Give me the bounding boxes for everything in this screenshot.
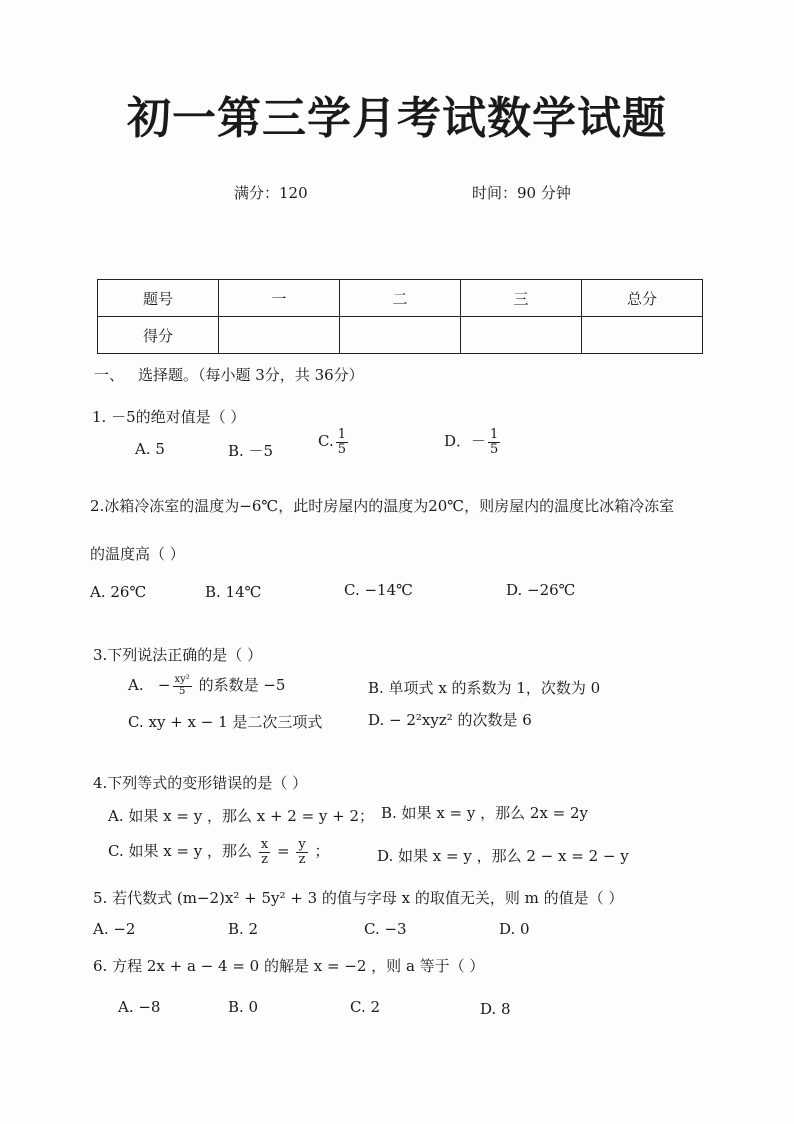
q4-c-end: ； [314,842,330,861]
q4-c-fraction-2 [296,838,307,866]
exam-time: 时间：90 分钟 [472,184,571,202]
numerator: 1 [337,427,346,442]
q6-option-c: C. 2 [350,998,381,1016]
q5-option-b: B. 2 [228,920,259,938]
q3-option-a [128,674,285,697]
q4-c-label: C. 如果 x = y ，那么 [108,842,253,861]
question-5-stem: 5. 若代数式 (m−2)x² + 5y² + 3 的值与字母 x 的取值无关，则 m 的值是（ ） [93,889,624,907]
score-input-cell[interactable] [219,317,340,354]
q1-c-fraction [336,428,348,456]
numerator: xy² [174,674,190,685]
q1-option-a: A. 5 [135,440,165,458]
question-2-stem-line2: 的温度高（ ） [90,545,185,563]
q4-c-fraction-1 [259,838,270,866]
q2-option-b: B. 14℃ [205,583,262,601]
q3-option-d: D. − 2²xyz² 的次数是 6 [368,711,532,729]
score-input-cell[interactable] [461,317,582,354]
header-cell: 题号 [98,280,219,317]
denominator: z [298,851,306,867]
q4-c-equals: = [276,842,290,861]
score-table-header-row [98,280,703,317]
q4-option-b: B. 如果 x = y ，那么 2x = 2y [381,804,589,822]
row-label-cell: 得分 [98,317,219,354]
q1-option-b: B. －5 [228,442,274,460]
q6-option-d: D. 8 [480,1000,511,1018]
q5-option-c: C. −3 [364,920,407,938]
score-input-cell[interactable] [340,317,461,354]
q4-option-c [108,838,329,866]
q1-d-fraction [488,428,500,456]
q3-a-rest: 的系数是 −5 [198,676,286,694]
q1-d-label: D．－ [444,432,487,451]
score-table [97,279,703,354]
q2-option-d: D. −26℃ [506,581,576,599]
section-heading: 选择题。（每小题 3分，共 36分） [138,366,364,384]
section-number: 一、 [94,366,125,384]
q3-a-fraction [173,675,192,697]
q2-option-a: A. 26℃ [90,583,147,601]
numerator: 1 [490,427,499,442]
q2-option-c: C. −14℃ [344,581,413,599]
header-cell: 三 [461,280,582,317]
q3-option-c: C. xy + x − 1 是二次三项式 [128,713,323,731]
exam-title: 初一第三学月考试数学试题 [127,93,667,144]
header-cell: 二 [340,280,461,317]
question-1-stem: 1. －5的绝对值是（ ） [92,408,246,426]
numerator: x [260,837,269,852]
denominator: z [261,851,268,867]
q3-a-label: A. [128,676,144,694]
denominator: 5 [337,441,346,457]
q4-option-d: D. 如果 x = y ，那么 2 − x = 2 − y [377,847,629,865]
q1-option-d [444,428,502,456]
full-marks: 满分：120 [234,184,308,202]
denominator: 5 [178,685,186,697]
q6-option-b: B. 0 [228,998,259,1016]
q5-option-a: A. −2 [93,920,136,938]
header-cell: 一 [219,280,340,317]
q4-option-a: A. 如果 x = y ，那么 x + 2 = y + 2； [108,807,375,825]
question-3-stem: 3.下列说法正确的是（ ） [93,646,263,664]
question-2-stem-line1: 2.冰箱冷冻室的温度为−6℃，此时房屋内的温度为20℃，则房屋内的温度比冰箱冷冻室 [90,497,675,515]
question-4-stem: 4.下列等式的变形错误的是（ ） [93,774,308,792]
q3-a-sign: − [157,676,171,694]
q3-option-b: B. 单项式 x 的系数为 1，次数为 0 [368,679,601,697]
question-6-stem: 6. 方程 2x + a − 4 = 0 的解是 x = −2 ，则 a 等于（ ） [93,957,485,975]
q1-c-label: C. [318,432,334,451]
q5-option-d: D. 0 [499,920,530,938]
score-input-cell[interactable] [582,317,703,354]
q1-option-c [318,428,350,456]
numerator: y [298,837,306,852]
header-cell: 总分 [582,280,703,317]
denominator: 5 [490,441,499,457]
score-table-score-row [98,317,703,354]
q6-option-a: A. −8 [118,998,161,1016]
